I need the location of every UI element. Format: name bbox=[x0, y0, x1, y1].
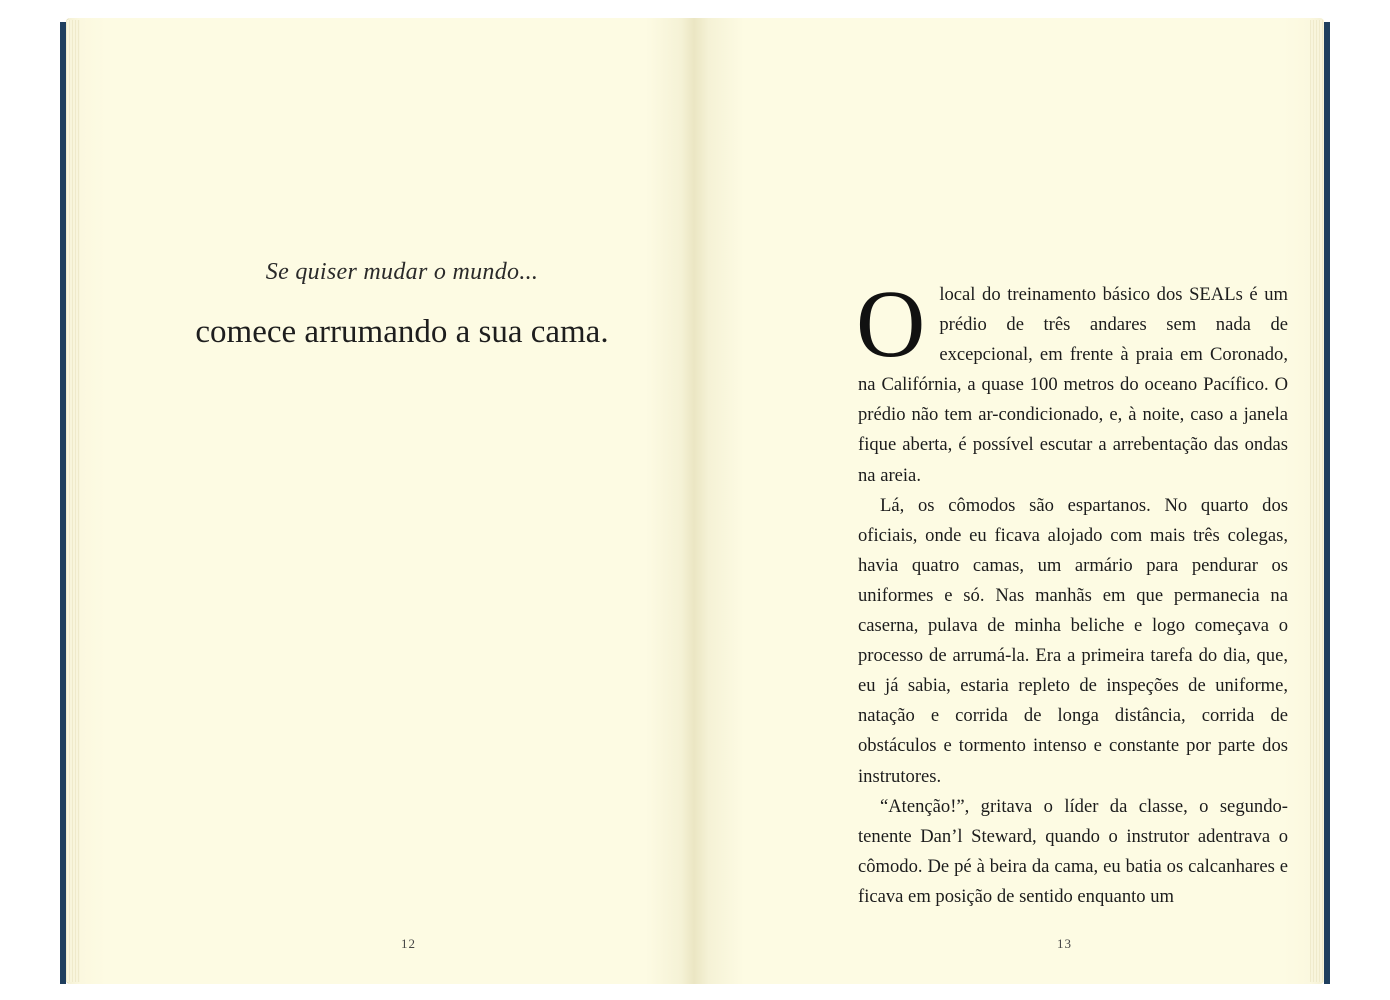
page-number-right: 13 bbox=[1057, 936, 1072, 951]
chapter-subtitle: Se quiser mudar o mundo... bbox=[265, 259, 539, 285]
paragraph-2: Lá, os cômodos são espartanos. No quarto dos oficiais, onde eu ficava alojado com mais três colegas, havia quatro camas, um armário para pendurar os uniformes e só. Nas manhãs em que permanecia na caserna, pulava de minha beliche e logo começava o processo de arrumá-la. Era a primeira tarefa do dia, que, eu já sabia, estaria repleto de inspeções de uniforme, natação e corrida de longa distância, corrida de obstáculos e tormento intenso e constante por parte dos instrutores. bbox=[858, 494, 1288, 787]
page-stack-left bbox=[66, 20, 80, 982]
page-number-left: 12 bbox=[401, 936, 416, 951]
chapter-title: comece arrumando a sua cama. bbox=[195, 314, 609, 350]
left-page bbox=[66, 18, 694, 984]
body-text bbox=[856, 270, 1288, 912]
paragraph-3: “Atenção!”, gritava o líder da classe, o segundo-tenente Dan’l Steward, quando o instrutor adentrava o cômodo. De pé à beira da cama, eu batia os calcanhares e ficava em posição de sentido enquanto um bbox=[858, 795, 1288, 907]
right-page bbox=[694, 18, 1324, 984]
paragraph-1 bbox=[856, 270, 1288, 491]
drop-cap: O bbox=[856, 270, 926, 377]
page-stack-right bbox=[1310, 20, 1324, 982]
paragraph-1-text: local do treinamento básico dos SEALs é um prédio de três andares sem nada de excepcional, em frente à praia em Coronado, na Califórnia, a quase 100 metros do oceano Pacífico. O prédio não tem ar-condicionado, e, à noite, caso a janela fique aberta, é possível escutar a arrebentação das ondas na areia. bbox=[858, 284, 1288, 486]
open-book bbox=[60, 18, 1330, 984]
cover-edge-right bbox=[1324, 22, 1330, 984]
